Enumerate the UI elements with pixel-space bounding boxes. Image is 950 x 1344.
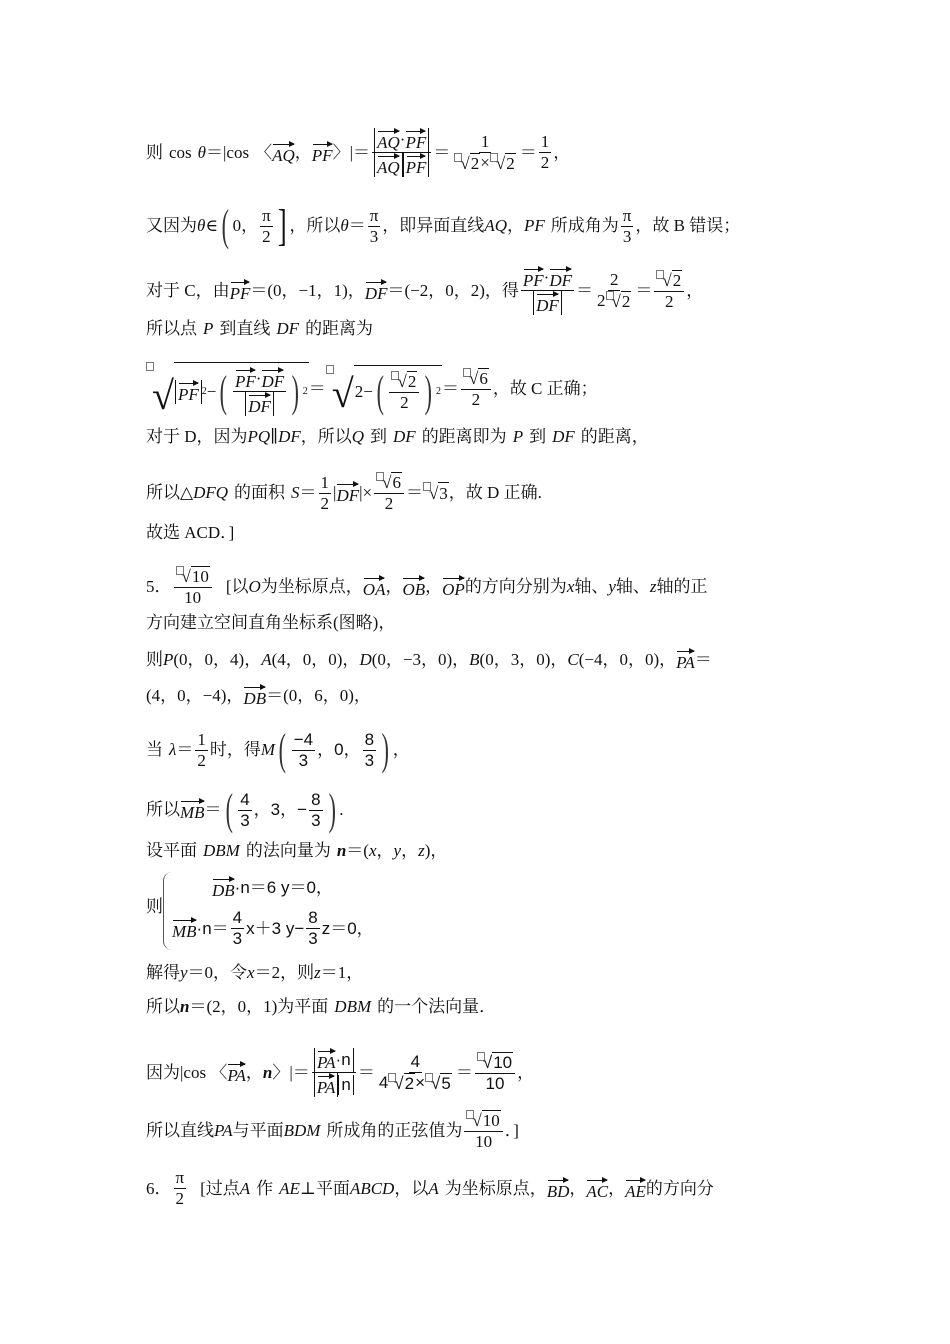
line-option-c: 对于 C，由 PF ＝(0，−1，1)， DF ＝(−2，0，2)，得 PF · DF DF ＝ 2 2 √ 2 ＝ √ 2 2 ， <box>146 268 704 315</box>
line-points: 则 P (0，0，4)， A (4，0，0)， D (0，−3，0)， B (0，3，0)， C (−4，0，0)， PA ＝ <box>146 650 712 672</box>
line-normal-vector: 所以 n ＝(2，0，1)为平面 DBM 的一个法向量． <box>146 997 497 1016</box>
line-area: 所以△ DFQ 的面积 S ＝ $\frac{1}{2}$ | DF | × √ 6 2 ＝ √ 3 ，故 D 正确. <box>146 472 542 513</box>
line-point-m: 当 λ ＝ $\frac{1}{2}$ 时，得 M ( $\frac{-4}{3}$ ， 0 ， $\frac{8}{3}$ ) ， <box>146 725 410 774</box>
line-cos-theta: 则 cos θ ＝ |cos 〈 AQ ， PF 〉 | ＝ AQ · PF AQ PF ＝ 1 √ 2 × √ 2 ＝ $\frac{1}{2}$ ， <box>146 130 571 177</box>
line-distance-formula: √ PF 2 − ( PF · DF DF ) 2 ＝ √ 2 − ( √ 2 2 ) 2 ＝ √ 6 2 ，故 C 正确； <box>146 362 598 416</box>
brace <box>163 872 172 950</box>
line-cos-pa-n: 因为|cos 〈 PA ， n 〉|＝ PA ·n PA n ＝ 4 4 √ 2 × √ 5 ＝ √ 10 10 ， <box>146 1050 535 1097</box>
equation-2: MB ·n＝ $\frac{4}{3}$ x＋3 y− $\frac{8}{3}$ z＝0， <box>172 908 374 948</box>
equation-1: DB ·n＝6 y＝0， <box>212 878 333 900</box>
line-coordinate-system: 方向建立空间直角坐标系(图略)， <box>146 613 396 632</box>
line-vectors-pa-db: (4，0，−4)， DB ＝(0，6，0)， <box>146 686 371 708</box>
line-equation-system-label: 则 <box>146 897 163 916</box>
line-q6-header: 6． $\frac{\pi}{2}$ [过点 A 作 AE ⊥平面 ABCD ，以 A 为坐标原点， BD ， AC ， AE 的方向分 <box>146 1168 714 1208</box>
line-vector-mb: 所以 MB ＝ ( $\frac{4}{3}$ ， 3 ， − $\frac{8}{3}$ ) . <box>146 785 344 834</box>
line-q5-header: 5． √ 10 10 [以 O 为坐标原点， OA ， OB ， OP 的方向分别为 x 轴、 y 轴、 z 轴的正 <box>146 567 708 607</box>
line-sine-result: 所以直线 PA 与平面 BDM 所成角的正弦值为 √ 10 10 ．] <box>146 1111 519 1151</box>
line-normal-vector-def: 设平面 DBM 的法向量为 n ＝( x ， y ， z )， <box>146 841 448 860</box>
line-answer-acd: 故选 ACD．] <box>146 523 235 542</box>
fraction: AQ · PF AQ PF <box>372 128 431 177</box>
line-solve: 解得 y ＝0，令 x ＝2，则 z ＝1， <box>146 963 364 982</box>
line-option-d: 对于 D，因为 PQ ∥ DF ，所以 Q 到 DF 的距离即为 P 到 DF 的距离， <box>146 427 649 446</box>
line-theta-range: 又因为 θ ∈ ( 0 ， $\frac{\pi}{2}$ ] ，所以 θ ＝ $\frac{\pi}{3}$ ，即异面直线 AQ ， PF 所成角为 $\frac{\pi}{3}$ ，故 B 错误； <box>146 201 741 250</box>
line-distance-intro: 所以点 P 到直线 DF 的距离为 <box>146 319 374 338</box>
